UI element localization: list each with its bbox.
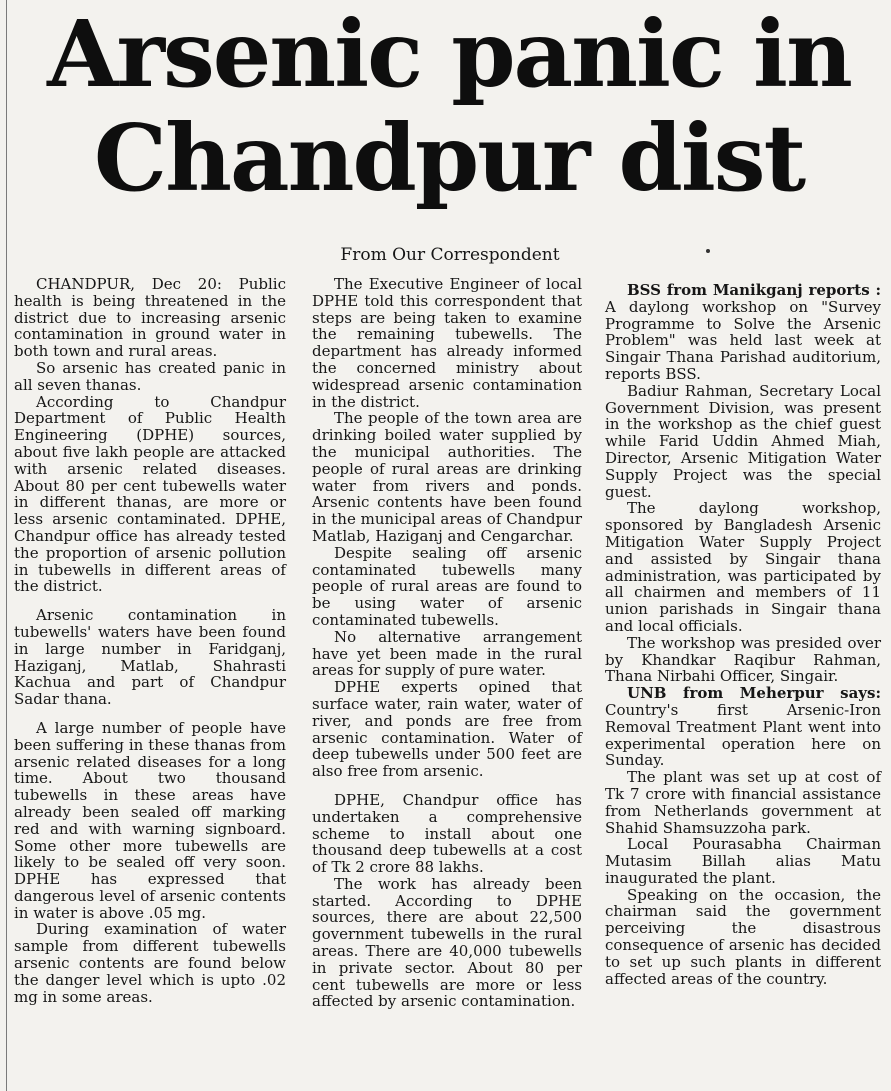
paragraph: Speaking on the occasion, the chairman said the government perceiving the disastrous consequence of arsenic has decided to set up such plants in different affected areas of the country. — [605, 885, 881, 988]
column-1 — [14, 276, 286, 1005]
paragraph: The work has already been started. According to DPHE sources, there are about 22,500 government tubewells in the rural areas. There are 40,000 tubewells in private sector. About 80 per cent tubewells are more or less affected by arsenic contamination. — [312, 874, 582, 1011]
headline-line-1: Arsenic panic in — [47, 0, 851, 108]
dateline-bss: BSS from Manikganj reports : — [627, 281, 881, 299]
paragraph-text: A daylong workshop on "Survey Programme to Solve the Arsenic Problem" was held last week at Singair Thana Parishad auditorium, reports BSS. — [605, 297, 881, 383]
paragraph: Despite sealing off arsenic contaminated tubewells many people of rural areas are found to be using water of arsenic contaminated tubewells. — [312, 543, 582, 629]
paragraph: CHANDPUR, Dec 20: Public health is being threatened in the district due to increasing arsenic contamination in ground water in both town and rural areas. — [14, 275, 286, 361]
paragraph-text: Country's first Arsenic-Iron Removal Treatment Plant went into experimental operation here on Sunday. — [605, 700, 881, 770]
byline: From Our Correspondent — [340, 245, 560, 265]
paragraph: DPHE experts opined that surface water, rain water, water of river, and ponds are free from arsenic contamination. Water of deep tubewells under 500 feet are also free from arsenic. — [312, 678, 582, 781]
paragraph: DPHE, Chandpur office has undertaken a comprehensive scheme to install about one thousand deep tubewells at a cost of Tk 2 crore 88 lakhs. — [312, 790, 582, 877]
paragraph: A large number of people have been suffering in these thanas from arsenic related diseases for a long time. About two thousand tubewells in these areas have already been sealed off marking red and with warning signboard. Some other more tubewells are likely to be sealed off very soon. DPHE has expressed that dangerous level of arsenic contents in water is above .05 mg. — [14, 718, 286, 922]
paragraph: The plant was set up at cost of Tk 7 crore with financial assistance from Netherlands government at Shahid Shamsuzzoha park. — [605, 768, 881, 837]
dateline-unb: UNB from Meherpur says: — [627, 684, 881, 703]
paragraph: Local Pourasabha Chairman Mutasim Billah alias Matu inaugurated the plant. — [605, 835, 881, 887]
headline — [14, 2, 884, 210]
paragraph: During examination of water sample from different tubewells arsenic contents are found below the danger level which is upto .02 mg in some areas. — [14, 920, 286, 1006]
paragraph: No alternative arrangement have yet been made in the rural areas for supply of pure water. — [312, 627, 582, 680]
print-speck — [706, 249, 710, 253]
column-rule — [6, 0, 7, 1091]
paragraph: The Executive Engineer of local DPHE told this correspondent that steps are being taken to examine the remaining tubewells. The department has already informed the concerned ministry about widespread arsenic contamination in the district. — [312, 275, 582, 411]
paragraph-unb-lead — [605, 685, 881, 769]
paragraph: So arsenic has created panic in all seven thanas. — [14, 358, 286, 394]
column-3 — [605, 282, 881, 987]
column-2 — [312, 276, 582, 1010]
paragraph-bss-lead — [605, 282, 881, 383]
paragraph: The workshop was presided over by Khandkar Raqibur Rahman, Thana Nirbahi Officer, Singair. — [605, 633, 881, 686]
headline-line-2: Chandpur dist — [93, 104, 805, 212]
paragraph: According to Chandpur Department of Public Health Engineering (DPHE) sources, about five lakh people are attacked with arsenic related diseases. About 80 per cent tubewells water in different thanas, are more or less arsenic contaminated. DPHE, Chandpur office has already tested the proportion of arsenic pollution in tubewells in different areas of the district. — [14, 392, 286, 596]
paragraph: The people of the town area are drinking boiled water supplied by the municipal authorities. The people of rural areas are drinking water from rivers and ponds. Arsenic contents have been found in the municipal areas of Chandpur Matlab, Haziganj and Cengarchar. — [312, 409, 582, 545]
paragraph: Badiur Rahman, Secretary Local Government Division, was present in the workshop as the chief guest while Farid Uddin Ahmed Miah, Director, Arsenic Mitigation Water Supply Project was the special guest. — [605, 381, 881, 501]
paragraph: The daylong workshop, sponsored by Bangladesh Arsenic Mitigation Water Supply Project and assisted by Singair thana administration, was participated by all chairmen and members of 11 union parishads in Singair thana and local officials. — [605, 499, 881, 635]
paragraph: Arsenic contamination in tubewells' waters have been found in large number in Faridganj, Haziganj, Matlab, Shahrasti Kachua and part of Chandpur Sadar thana. — [14, 606, 286, 709]
